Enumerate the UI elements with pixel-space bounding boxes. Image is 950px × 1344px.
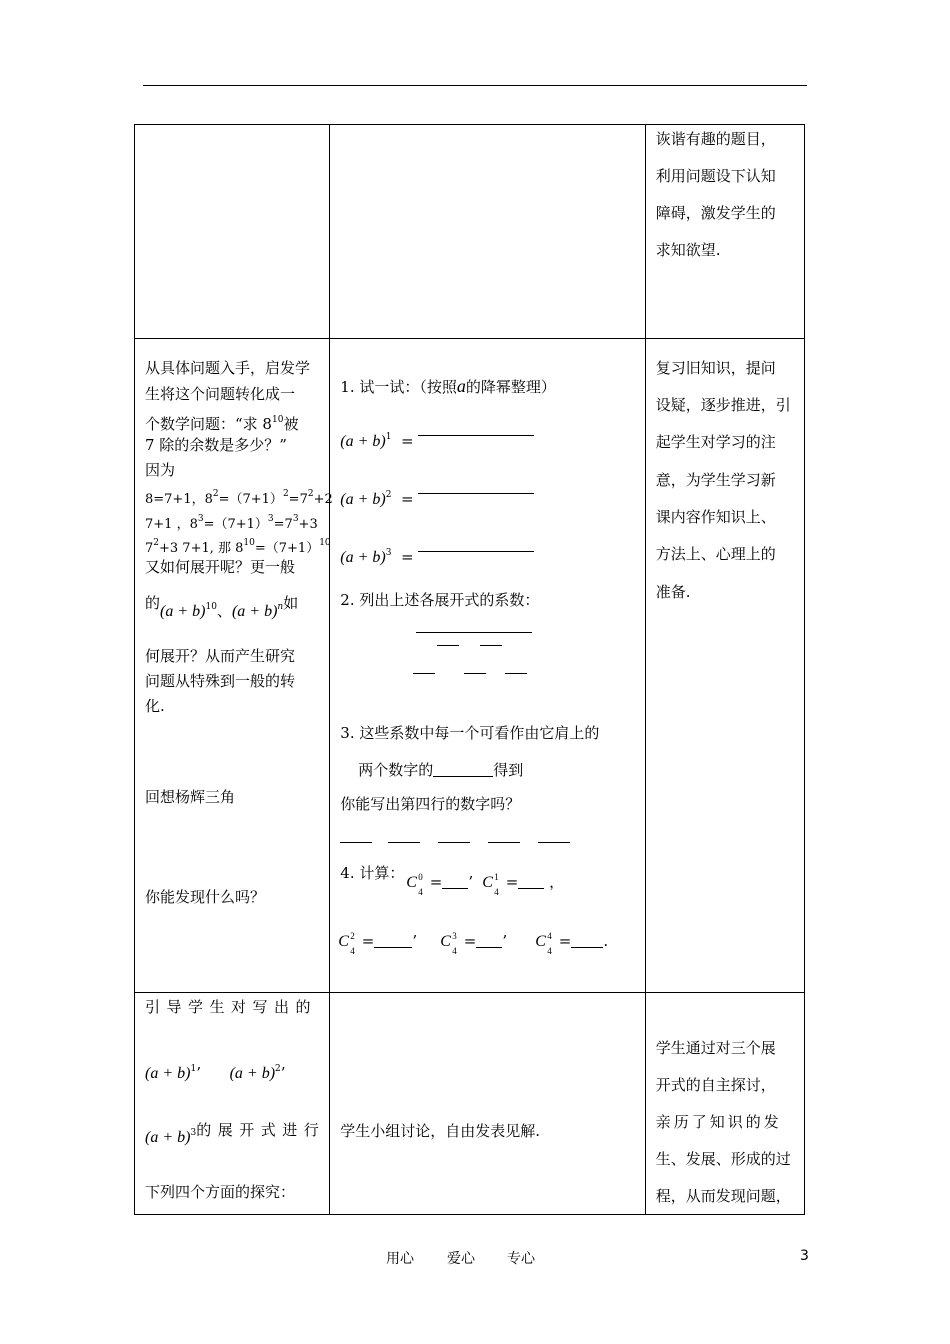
row1-col1	[135, 125, 330, 339]
answer-blank[interactable]	[476, 937, 502, 948]
row1-col3-line: 求知欲望.	[655, 241, 721, 259]
expansion-3-answer-line[interactable]	[418, 551, 534, 552]
text-line: $7^2+3$ 7+1, 那 $8^{10}=(7+1)^{10}$	[145, 538, 331, 556]
text-line: 生、发展、形成的过	[655, 1150, 791, 1168]
text-line: 你能发现什么吗？	[145, 888, 266, 906]
text-line: $(a + b)^3$的展开式进行	[145, 1121, 326, 1146]
coefficient-blank[interactable]	[413, 673, 435, 674]
row1-col3-line: 利用问题设下认知	[655, 167, 776, 185]
text-line: 起学生对学习的注	[655, 433, 776, 451]
text-line: 开式的自主探讨，	[655, 1076, 776, 1094]
text-line: 化.	[145, 697, 165, 715]
row4-blank[interactable]	[538, 842, 570, 843]
row2-col2	[330, 339, 645, 993]
row1-col3-line: 障碍，激发学生的	[655, 204, 776, 222]
combination-c40: C 0 4 = ’	[406, 872, 474, 897]
text-line: 方法上、心理上的	[655, 545, 776, 563]
row3-col3	[645, 993, 804, 1215]
table-row	[135, 993, 805, 1215]
row1-col3	[645, 125, 804, 339]
text-line: 8=7+1，$8^2=(7+1)^2=7^2+2$	[145, 489, 333, 507]
step-3-line: 两个数字的 得到	[358, 761, 524, 779]
expansion-1: $(a + b)^1$ =	[340, 432, 414, 450]
row1-col3-line: 诙谐有趣的题目，	[655, 130, 776, 148]
text-line: 7+1 ，$8^3=(7+1)^3=7^3+3$	[145, 514, 318, 532]
step-1-title: 1. 试一试：（按照a的降幂整理）	[340, 376, 556, 396]
text-line: 设疑，逐步推进，引	[655, 396, 791, 414]
text-line: 因为	[145, 461, 176, 479]
expansion-1-answer-line[interactable]	[418, 435, 534, 436]
text-line: 程，从而发现问题，	[655, 1187, 791, 1205]
combination-c41: C 1 4 = ，	[482, 872, 565, 897]
row2-col1	[135, 339, 333, 993]
expansion-2-answer-line[interactable]	[418, 493, 534, 494]
text-line: 的$(a + b)^{10}$、$(a + b)^n$如	[145, 594, 299, 620]
row1-col2	[330, 125, 645, 339]
text-line: 个数学问题：“求 $8^{10}$被	[145, 415, 299, 433]
text-line: 复习旧知识，提问	[655, 359, 776, 377]
text-line: 学生小组讨论，自由发表见解.	[340, 1122, 541, 1140]
row4-blank[interactable]	[340, 842, 372, 843]
answer-blank[interactable]	[374, 937, 412, 948]
step-4-title: 4. 计算：	[340, 864, 405, 882]
text-line: 又如何展开呢？更一般	[145, 558, 296, 576]
row4-blank[interactable]	[438, 842, 470, 843]
text-line: 引导学生对写出的	[145, 998, 318, 1016]
combination-c44: C 4 4 = .	[535, 931, 609, 956]
header-rule	[143, 85, 807, 86]
answer-blank[interactable]	[416, 632, 532, 633]
coefficient-blank[interactable]	[464, 673, 486, 674]
expansion-refs: $(a + b)^1$’ $(a + b)^2$’	[145, 1064, 286, 1082]
combination-c42: C 2 4 = ’	[338, 931, 418, 956]
answer-blank[interactable]	[518, 878, 544, 889]
footer-left: 用心	[386, 1251, 414, 1267]
row2-col3	[645, 339, 804, 993]
expansion-2: $(a + b)^2$ =	[340, 490, 414, 508]
table-row	[135, 125, 805, 339]
row4-blank[interactable]	[388, 842, 420, 843]
step-3-title: 3. 这些系数中每一个可看作由它肩上的	[340, 724, 600, 742]
text-line: 回想杨辉三角	[145, 788, 236, 806]
step-3-question: 你能写出第四行的数字吗？	[340, 795, 521, 813]
answer-blank[interactable]	[571, 937, 603, 948]
footer-mid: 爱心	[447, 1251, 475, 1267]
text-line: 亲历了知识的发	[655, 1113, 782, 1131]
lesson-table	[134, 124, 805, 1215]
text-line: 准备.	[655, 583, 691, 601]
row4-blank[interactable]	[488, 842, 520, 843]
text-line: 问题从特殊到一般的转	[145, 672, 296, 690]
text-line: 下列四个方面的探究：	[145, 1183, 296, 1201]
expansion-3: $(a + b)^3$ =	[340, 548, 414, 566]
page-number: 3	[800, 1248, 809, 1264]
coefficient-blank[interactable]	[505, 673, 527, 674]
text-line: 意，为学生学习新	[655, 471, 776, 489]
answer-blank[interactable]	[442, 878, 468, 889]
coefficient-blank[interactable]	[437, 645, 459, 646]
footer-right: 专心	[507, 1251, 535, 1267]
step-2-title: 2. 列出上述各展开式的系数：	[340, 591, 540, 609]
text-line: 学生通过对三个展	[655, 1039, 776, 1057]
text-line: 7 除的余数是多少？”	[145, 436, 287, 454]
fill-blank[interactable]	[433, 766, 493, 777]
row3-col1	[135, 993, 330, 1215]
coefficient-blank[interactable]	[480, 645, 502, 646]
text-line: 从具体问题入手，启发学	[145, 359, 311, 377]
text-line: 生将这个问题转化成一	[145, 385, 296, 403]
row3-col2	[330, 993, 645, 1215]
text-line: 课内容作知识上、	[655, 508, 776, 526]
text-line: 何展开？从而产生研究	[145, 647, 296, 665]
combination-c43: C 3 4 = ’	[440, 931, 508, 956]
table-row	[135, 339, 805, 993]
